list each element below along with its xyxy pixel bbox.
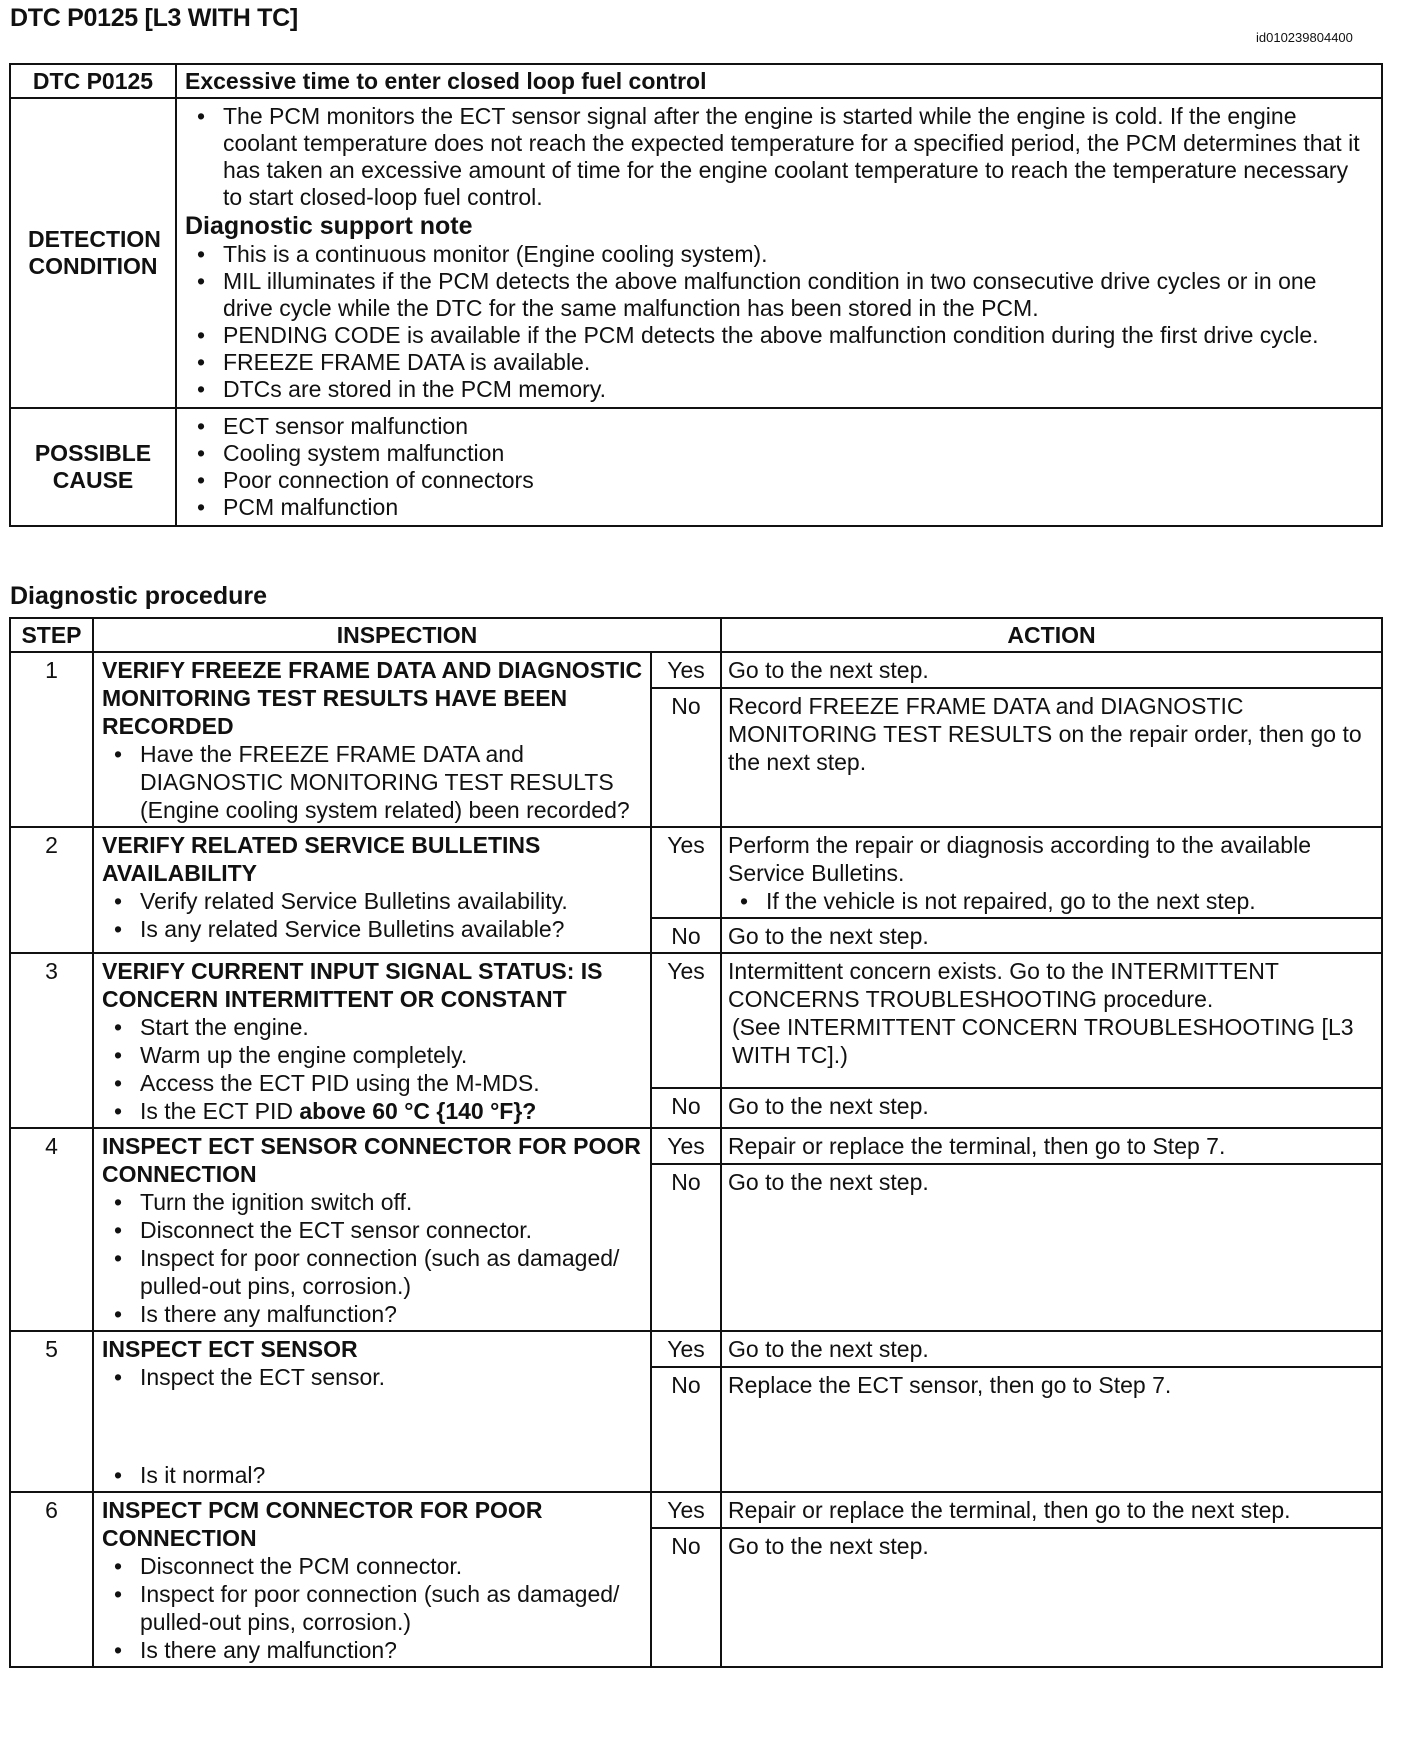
procedure-header-row bbox=[10, 618, 1382, 652]
yes-action: Perform the repair or diagnosis according to the available Service Bulletins. bbox=[728, 832, 1312, 886]
yes-action: Go to the next step. bbox=[721, 1331, 1382, 1367]
step-row-3 bbox=[10, 953, 1382, 1088]
step-title: INSPECT PCM CONNECTOR FOR POOR CONNECTION bbox=[102, 1497, 543, 1551]
dtc-summary-table bbox=[9, 63, 1383, 527]
step-bullets bbox=[102, 1013, 644, 1125]
page-title: DTC P0125 [L3 WITH TC] bbox=[10, 4, 298, 32]
step-bullets bbox=[102, 1461, 644, 1489]
step-bullet: • Is there any malfunction? bbox=[102, 1636, 644, 1664]
step-row-5 bbox=[10, 1331, 1382, 1367]
step-inspection bbox=[93, 1128, 651, 1331]
step-bullets bbox=[102, 1363, 644, 1391]
yes-label: Yes bbox=[651, 1492, 721, 1528]
no-label: No bbox=[651, 688, 721, 827]
step-bullets bbox=[102, 1552, 644, 1664]
no-action: Record FREEZE FRAME DATA and DIAGNOSTIC MONITORING TEST RESULTS on the repair order, then go to the next step. bbox=[721, 688, 1382, 827]
no-action: Go to the next step. bbox=[721, 1164, 1382, 1331]
yes-action: Intermittent concern exists. Go to the INTERMITTENT CONCERNS TROUBLESHOOTING procedure. bbox=[728, 958, 1279, 1012]
step-bullet: • Inspect for poor connection (such as damaged/ pulled-out pins, corrosion.) bbox=[102, 1580, 644, 1636]
step-title: INSPECT ECT SENSOR bbox=[102, 1336, 358, 1362]
support-note-list bbox=[185, 241, 1371, 403]
step-bullet: • Is it normal? bbox=[102, 1461, 644, 1489]
step-bullet: • Warm up the engine completely. bbox=[102, 1041, 644, 1069]
step-bullets bbox=[102, 1188, 644, 1328]
detection-condition-label-text: DETECTION CONDITION bbox=[28, 226, 161, 279]
step-bullet: • Start the engine. bbox=[102, 1013, 644, 1041]
step-row-2 bbox=[10, 827, 1382, 918]
header-inspection: INSPECTION bbox=[93, 618, 721, 652]
no-action: Go to the next step. bbox=[721, 1528, 1382, 1667]
yes-action-sub-item: • If the vehicle is not repaired, go to the next step. bbox=[728, 887, 1373, 915]
step-bullet: • Disconnect the PCM connector. bbox=[102, 1552, 644, 1580]
step-inspection bbox=[93, 1331, 651, 1492]
step-inspection bbox=[93, 827, 651, 953]
detection-condition-body bbox=[176, 98, 1382, 408]
detection-condition-label bbox=[10, 98, 176, 408]
header-action: ACTION bbox=[721, 618, 1382, 652]
cause-item: • ECT sensor malfunction bbox=[185, 413, 1371, 440]
step-bullet: • Inspect for poor connection (such as damaged/ pulled-out pins, corrosion.) bbox=[102, 1244, 644, 1300]
step-bullet: • Have the FREEZE FRAME DATA and DIAGNOSTIC MONITORING TEST RESULTS (Engine cooling system related) been recorded? bbox=[102, 740, 644, 824]
step-bullet-ect-threshold bbox=[102, 1097, 644, 1125]
step-title: VERIFY RELATED SERVICE BULLETINS AVAILABILITY bbox=[102, 832, 541, 886]
yes-action: Repair or replace the terminal, then go to the next step. bbox=[721, 1492, 1382, 1528]
diagnostic-procedure-table bbox=[9, 617, 1383, 1668]
dtc-description: Excessive time to enter closed loop fuel control bbox=[176, 64, 1382, 98]
no-label: No bbox=[651, 918, 721, 953]
header-step: STEP bbox=[10, 618, 93, 652]
step-bullet: • Disconnect the ECT sensor connector. bbox=[102, 1216, 644, 1244]
no-label: No bbox=[651, 1528, 721, 1667]
no-action: Go to the next step. bbox=[721, 918, 1382, 953]
inspection-gap bbox=[102, 1391, 644, 1461]
no-label: No bbox=[651, 1088, 721, 1128]
yes-label: Yes bbox=[651, 827, 721, 918]
step-bullets bbox=[102, 887, 644, 943]
yes-action-cell bbox=[721, 827, 1382, 918]
support-note-item: • PENDING CODE is available if the PCM detects the above malfunction condition during the first drive cycle. bbox=[185, 322, 1371, 349]
support-note-item: • MIL illuminates if the PCM detects the above malfunction condition in two consecutive drive cycles or in one drive cycle while the DTC for the same malfunction has been stored in the PCM. bbox=[185, 268, 1371, 322]
cause-item: • PCM malfunction bbox=[185, 494, 1371, 521]
step-row-6 bbox=[10, 1492, 1382, 1528]
no-label: No bbox=[651, 1164, 721, 1331]
yes-action-reference: (See INTERMITTENT CONCERN TROUBLESHOOTING [L3 WITH TC].) bbox=[732, 1014, 1354, 1068]
bullet-text: Is the ECT PID bbox=[140, 1098, 300, 1124]
possible-cause-body bbox=[176, 408, 1382, 526]
detection-row bbox=[10, 98, 1382, 408]
yes-action-sub bbox=[728, 887, 1373, 915]
step-bullet: • Inspect the ECT sensor. bbox=[102, 1363, 644, 1391]
step-number: 3 bbox=[10, 953, 93, 1128]
step-inspection bbox=[93, 652, 651, 827]
yes-action: Repair or replace the terminal, then go to Step 7. bbox=[721, 1128, 1382, 1164]
cause-item: • Cooling system malfunction bbox=[185, 440, 1371, 467]
no-action: Replace the ECT sensor, then go to Step 7. bbox=[721, 1367, 1382, 1492]
dtc-code: DTC P0125 bbox=[10, 64, 176, 98]
yes-action: Go to the next step. bbox=[721, 652, 1382, 688]
possible-cause-label bbox=[10, 408, 176, 526]
step-title: VERIFY FREEZE FRAME DATA AND DIAGNOSTIC MONITORING TEST RESULTS HAVE BEEN RECORDED bbox=[102, 657, 643, 739]
yes-label: Yes bbox=[651, 1331, 721, 1367]
no-label: No bbox=[651, 1367, 721, 1492]
support-note-item: • This is a continuous monitor (Engine cooling system). bbox=[185, 241, 1371, 268]
yes-action-cell bbox=[721, 953, 1382, 1088]
detection-text: • The PCM monitors the ECT sensor signal after the engine is started while the engine is cold. If the engine coolant temperature does not reach the expected temperature for a specified period, the PCM determines that it has taken an excessive amount of time for the engine coolant temperature to reach the temperature necessary to start closed-loop fuel control. bbox=[185, 103, 1371, 211]
document-id: id010239804400 bbox=[1256, 30, 1353, 45]
step-bullet: • Is any related Service Bulletins available? bbox=[102, 915, 644, 943]
step-title: INSPECT ECT SENSOR CONNECTOR FOR POOR CONNECTION bbox=[102, 1133, 641, 1187]
possible-cause-row bbox=[10, 408, 1382, 526]
dtc-header-row bbox=[10, 64, 1382, 98]
step-inspection bbox=[93, 1492, 651, 1667]
support-note-item: • DTCs are stored in the PCM memory. bbox=[185, 376, 1371, 403]
support-note-item: • FREEZE FRAME DATA is available. bbox=[185, 349, 1371, 376]
yes-label: Yes bbox=[651, 1128, 721, 1164]
no-action: Go to the next step. bbox=[721, 1088, 1382, 1128]
step-bullet: • Is there any malfunction? bbox=[102, 1300, 644, 1328]
cause-item: • Poor connection of connectors bbox=[185, 467, 1371, 494]
step-number: 6 bbox=[10, 1492, 93, 1667]
step-bullet: • Turn the ignition switch off. bbox=[102, 1188, 644, 1216]
step-row-1 bbox=[10, 652, 1382, 688]
support-note-title: Diagnostic support note bbox=[185, 212, 473, 240]
yes-label: Yes bbox=[651, 953, 721, 1088]
possible-cause-label-text: POSSIBLE CAUSE bbox=[34, 440, 152, 493]
step-title: VERIFY CURRENT INPUT SIGNAL STATUS: IS CONCERN INTERMITTENT OR CONSTANT bbox=[102, 958, 603, 1012]
procedure-title: Diagnostic procedure bbox=[10, 582, 267, 610]
step-number: 1 bbox=[10, 652, 93, 827]
detection-list bbox=[185, 103, 1371, 211]
step-number: 5 bbox=[10, 1331, 93, 1492]
step-row-4 bbox=[10, 1128, 1382, 1164]
step-bullets bbox=[102, 740, 644, 824]
cause-list bbox=[185, 413, 1371, 521]
step-number: 2 bbox=[10, 827, 93, 953]
yes-label: Yes bbox=[651, 652, 721, 688]
step-number: 4 bbox=[10, 1128, 93, 1331]
temperature-threshold: above 60 °C {140 °F}? bbox=[299, 1098, 537, 1124]
step-bullet: • Verify related Service Bulletins availability. bbox=[102, 887, 644, 915]
step-bullet: • Access the ECT PID using the M-MDS. bbox=[102, 1069, 644, 1097]
step-inspection bbox=[93, 953, 651, 1128]
